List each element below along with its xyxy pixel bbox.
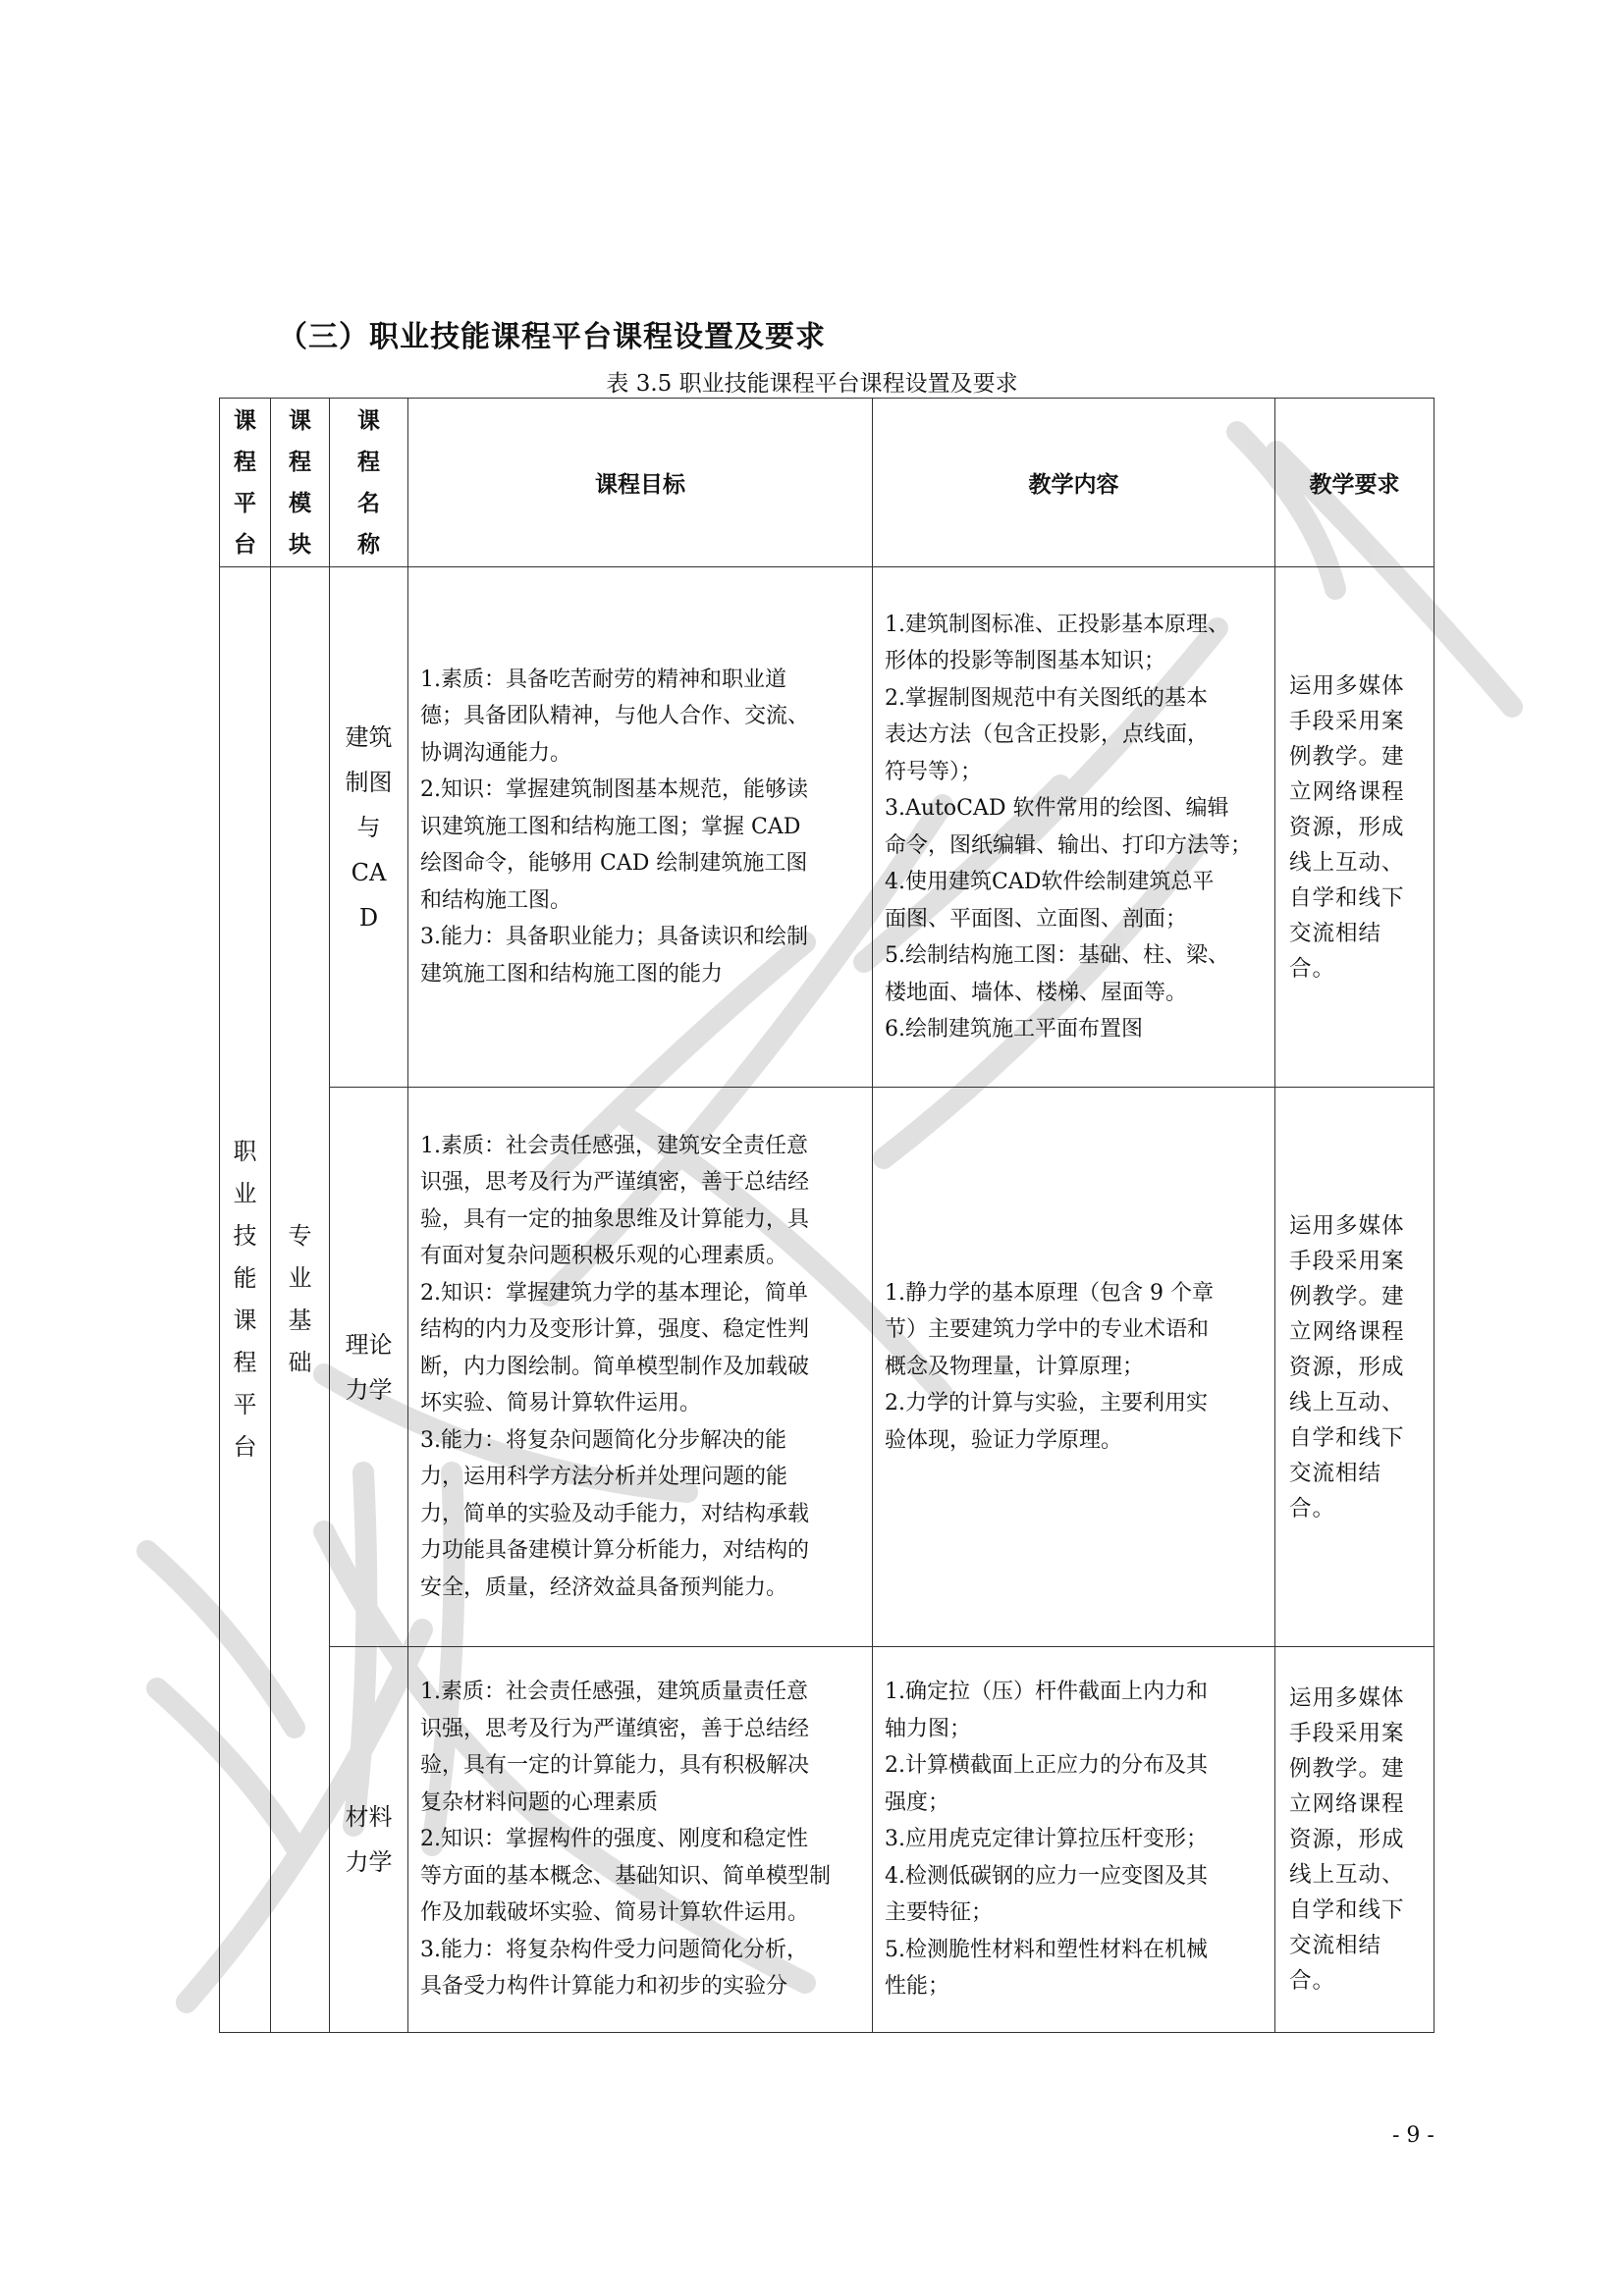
objectives-cell: 1.素质：具备吃苦耐劳的精神和职业道 德；具备团队精神，与他人合作、交流、 协调沟通能力。 2.知识：掌握建筑制图基本规范，能够读 识建筑施工图和结构施工图；掌握 CAD 绘图命令，能够用 CAD 绘制建筑施工图 和结构施工图。 3.能力：具备职业能力；具备读识和绘制 建筑施工图和结构施工图的能力 [408, 567, 873, 1088]
table-header-row [220, 399, 1435, 567]
content-cell: 1.静力学的基本原理（包含 9 个章 节）主要建筑力学中的专业术语和 概念及物理量，计算原理； 2.力学的计算与实验，主要利用实 验体现，验证力学原理。 [873, 1088, 1275, 1647]
table-caption: 表 3.5 职业技能课程平台课程设置及要求 [606, 371, 1018, 397]
course-name-cell: 材料 力学 [330, 1647, 408, 2033]
content-cell: 1.确定拉（压）杆件截面上内力和 轴力图； 2.计算横截面上正应力的分布及其 强度； 3.应用虎克定律计算拉压杆变形； 4.检测低碳钢的应力一应变图及其 主要特征； 5.检测脆性材料和塑性材料在机械 性能； [873, 1647, 1275, 2033]
header-requirements: 教学要求 [1275, 399, 1435, 567]
requirements-cell: 运用多媒体 手段采用案 例教学。建 立网络课程 资源，形成 线上互动、 自学和线下 交流相结合。 [1275, 1647, 1435, 2033]
section-heading: （三）职业技能课程平台课程设置及要求 [278, 320, 826, 354]
course-name-cell: 理论 力学 [330, 1088, 408, 1647]
requirements-cell: 运用多媒体 手段采用案 例教学。建 立网络课程 资源，形成 线上互动、 自学和线下 交流相结合。 [1275, 567, 1435, 1088]
header-course-name: 课 程 名 称 [330, 399, 408, 567]
header-content: 教学内容 [873, 399, 1275, 567]
objectives-cell: 1.素质：社会责任感强，建筑质量责任意 识强，思考及行为严谨缜密，善于总结经 验，具有一定的计算能力，具有积极解决 复杂材料问题的心理素质 2.知识：掌握构件的强度、刚度和稳定性 等方面的基本概念、基础知识、简单模型制 作及加载破坏实验、简易计算软件运用。 3.能力：将复杂构件受力问题简化分析， 具备受力构件计算能力和初步的实验分 [408, 1647, 873, 2033]
objectives-cell: 1.素质：社会责任感强，建筑安全责任意 识强，思考及行为严谨缜密，善于总结经 验，具有一定的抽象思维及计算能力，具 有面对复杂问题积极乐观的心理素质。 2.知识：掌握建筑力学的基本理论，简单 结构的内力及变形计算，强度、稳定性判 断，内力图绘制。简单模型制作及加载破 坏实验、简易计算软件运用。 3.能力：将复杂问题简化分步解决的能 力，运用科学方法分析并处理问题的能 力，简单的实验及动手能力，对结构承载 力功能具备建模计算分析能力，对结构的 安全，质量，经济效益具备预判能力。 [408, 1088, 873, 1647]
content-cell: 1.建筑制图标准、正投影基本原理、 形体的投影等制图基本知识； 2.掌握制图规范中有关图纸的基本 表达方法（包含正投影，点线面， 符号等）； 3.AutoCAD 软件常用的绘图、编辑 命令，图纸编辑、输出、打印方法等； 4.使用建筑CAD软件绘制建筑总平 面图、平面图、立面图、剖面； 5.绘制结构施工图：基础、柱、梁、 楼地面、墙体、楼梯、屋面等。 6.绘制建筑施工平面布置图 [873, 567, 1275, 1088]
course-table [219, 398, 1435, 2033]
course-name-cell: 建筑 制图 与 CA D [330, 567, 408, 1088]
module-cell: 专 业 基 础 [271, 567, 330, 2033]
table-row [220, 567, 1435, 1088]
header-course-platform: 课 程 平 台 [220, 399, 271, 567]
platform-cell: 职 业 技 能 课 程 平 台 [220, 567, 271, 2033]
table-row [220, 1088, 1435, 1647]
header-course-module: 课 程 模 块 [271, 399, 330, 567]
header-objectives: 课程目标 [408, 399, 873, 567]
requirements-cell: 运用多媒体 手段采用案 例教学。建 立网络课程 资源，形成 线上互动、 自学和线下 交流相结合。 [1275, 1088, 1435, 1647]
page-number: - 9 - [1392, 2123, 1435, 2148]
table-row [220, 1647, 1435, 2033]
